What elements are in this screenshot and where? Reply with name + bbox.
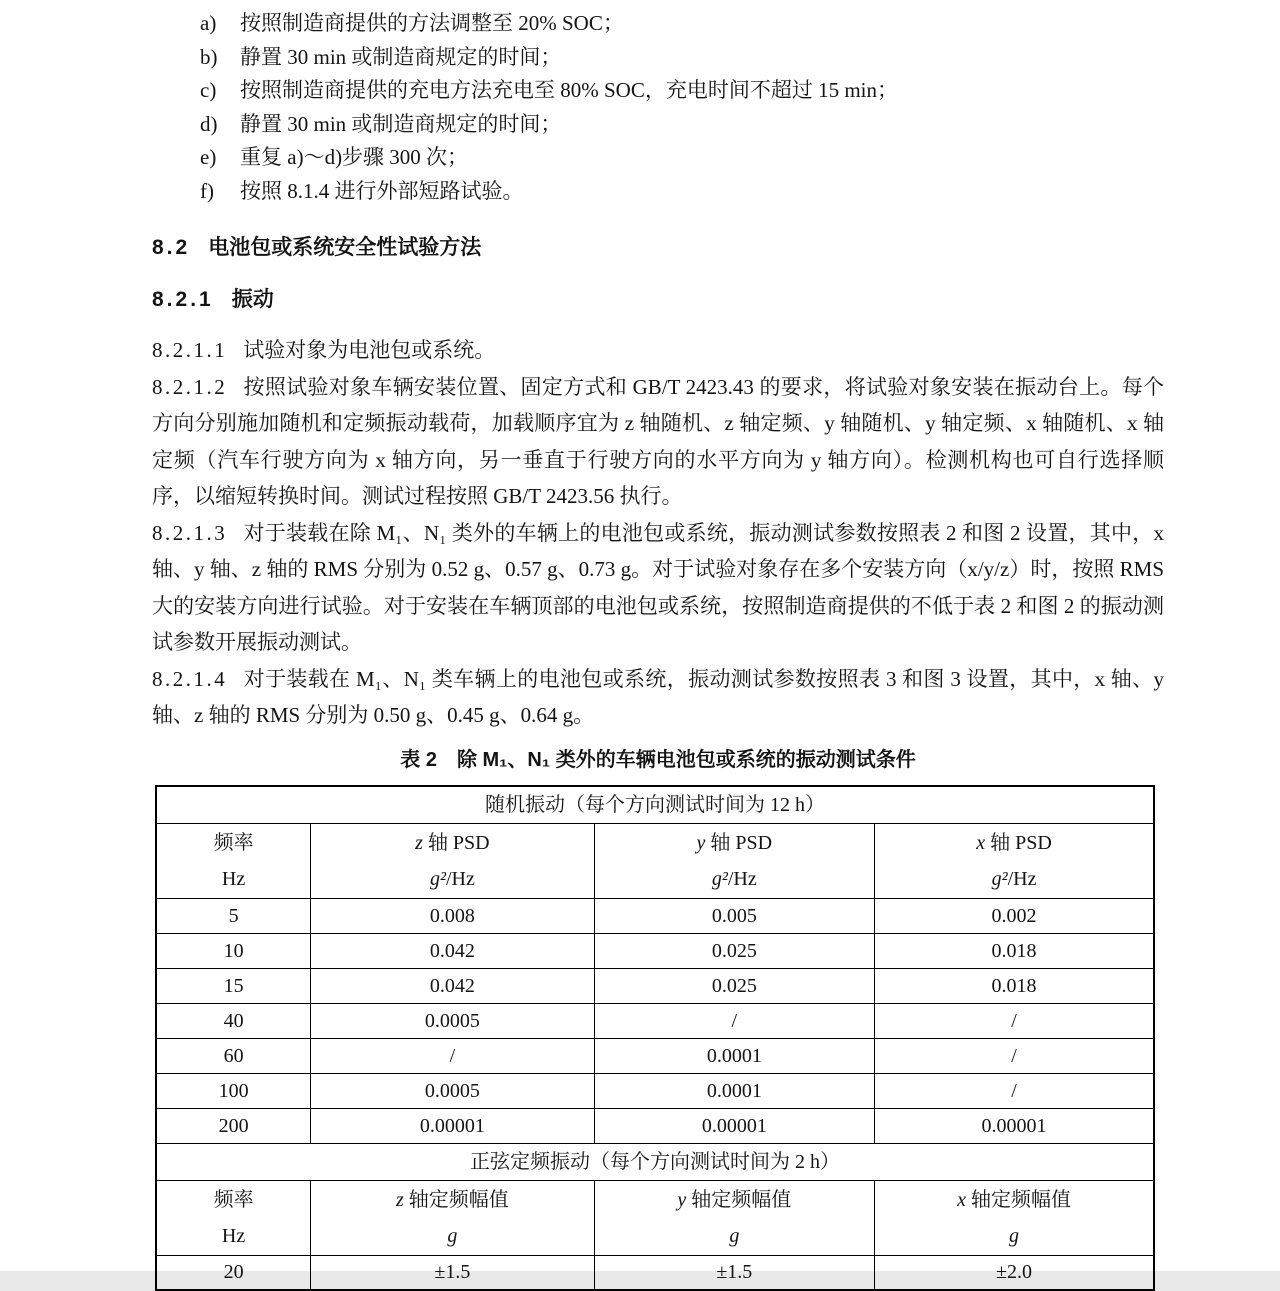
document-content [152, 7, 1164, 1291]
z-psd-cell: 0.042 [311, 968, 594, 1003]
frequency-unit: Hz [221, 867, 246, 890]
list-marker: c) [200, 78, 217, 102]
section-number: 8.2 [152, 236, 191, 259]
freq-cell: 60 [156, 1038, 311, 1073]
list-text: 按照制造商提供的充电方法充电至 80% SOC，充电时间不超过 15 min； [240, 78, 899, 102]
table-row [156, 1073, 1154, 1108]
clause-text: 对于装载在 M₁、N₁ 类车辆上的电池包或系统，振动测试参数按照表 3 和图 3 设置，其中，x 轴、y 轴、z 轴的 RMS 分别为 0.50 g、0.45 g、0.64 g。 [152, 666, 1164, 727]
x-psd-cell: 0.018 [875, 968, 1154, 1003]
freq-cell: 40 [156, 1003, 311, 1038]
list-item-d [152, 108, 1164, 142]
list-item-a [152, 7, 1164, 41]
table-2-caption: 表 2 除 M₁、N₁ 类外的车辆电池包或系统的振动测试条件 [400, 748, 916, 771]
table-row [156, 933, 1154, 968]
clause-number: 8.2.1.2 [152, 374, 228, 399]
freq-cell: 100 [156, 1073, 311, 1108]
frequency-header [156, 823, 311, 898]
table-row [156, 1038, 1154, 1073]
y-psd-cell: 0.00001 [594, 1108, 874, 1143]
y-amplitude-cell: ±1.5 [594, 1255, 874, 1290]
sine-vibration-band: 正弦定频振动（每个方向测试时间为 2 h） [156, 1143, 1154, 1180]
list-text: 静置 30 min 或制造商规定的时间； [240, 111, 562, 136]
z-psd-cell: 0.008 [311, 898, 594, 933]
z-psd-cell: 0.042 [311, 933, 594, 968]
clause-text: 试验对象为电池包或系统。 [243, 338, 496, 362]
x-amplitude-header: x 轴定频幅值 g [875, 1180, 1154, 1255]
table-row [156, 968, 1154, 1003]
freq-cell: 15 [156, 968, 311, 1003]
list-text: 按照制造商提供的方法调整至 20% SOC； [240, 11, 624, 35]
x-psd-cell: 0.002 [875, 898, 1154, 933]
table-row [156, 1108, 1154, 1143]
list-item-c [152, 74, 1164, 108]
x-psd-cell: / [875, 1038, 1154, 1073]
table-row [156, 1255, 1154, 1290]
list-text: 静置 30 min 或制造商规定的时间； [240, 44, 562, 69]
clause-8-2-1-1 [152, 332, 1164, 369]
frequency-label: 频率 [213, 831, 254, 854]
y-psd-cell: 0.025 [594, 968, 874, 1003]
list-marker: d) [200, 111, 218, 136]
clause-text: 对于装载在除 M₁、N₁ 类外的车辆上的电池包或系统，振动测试参数按照表 2 和图 2 设置，其中，x 轴、y 轴、z 轴的 RMS 分别为 0.52 g、0.57 g、0.73 g。对于试验对象存在多个安装方向（x/y/z）时，按照 RMS 大的安装方向进行试验。对于安装在车辆顶部的电池包或系统，按照制造商提供的不低于表 2 和图 2 的振动测试参数开展振动测试。 [152, 520, 1164, 654]
table-row [156, 1143, 1154, 1180]
z-psd-cell: / [311, 1038, 594, 1073]
x-amplitude-cell: ±2.0 [875, 1255, 1154, 1290]
x-psd-cell: 0.00001 [875, 1108, 1154, 1143]
table-row [156, 1003, 1154, 1038]
y-amplitude-header: y 轴定频幅值 g [594, 1180, 874, 1255]
clause-8-2-1-3 [152, 515, 1164, 661]
list-marker: f) [200, 178, 214, 203]
section-heading-8-2 [152, 234, 1164, 262]
clause-number: 8.2.1.4 [152, 666, 228, 691]
frequency-header [156, 1180, 311, 1255]
frequency-label: 频率 [213, 1188, 254, 1211]
clause-number: 8.2.1.1 [152, 338, 228, 362]
x-psd-cell: / [875, 1073, 1154, 1108]
list-marker: e) [200, 145, 217, 169]
list-text: 重复 a)～d)步骤 300 次； [240, 145, 469, 169]
z-psd-cell: 0.0005 [311, 1073, 594, 1108]
freq-cell: 200 [156, 1108, 311, 1143]
y-psd-cell: 0.005 [594, 898, 874, 933]
freq-cell: 5 [156, 898, 311, 933]
list-item-f [152, 175, 1164, 209]
y-psd-cell: 0.025 [594, 933, 874, 968]
list-marker: a) [200, 11, 217, 35]
clause-text: 按照试验对象车辆安装位置、固定方式和 GB/T 2423.43 的要求，将试验对象安装在振动台上。每个方向分别施加随机和定频振动载荷，加载顺序宜为 z 轴随机、z 轴定频、y 轴随机、y 轴定频、x 轴随机、x 轴定频（汽车行驶方向为 x 轴方向，另一垂直于行驶方向的水平方向为 y 轴方向）。检测机构也可自行选择顺序，以缩短转换时间。测试过程按照 GB/T 2423.56 执行。 [152, 374, 1164, 508]
x-psd-header: x 轴 PSD g²/Hz [875, 823, 1154, 898]
z-psd-header: z 轴 PSD g²/Hz [311, 823, 594, 898]
clauses-block [152, 332, 1164, 734]
table-row [156, 898, 1154, 933]
x-psd-cell: 0.018 [875, 933, 1154, 968]
clause-8-2-1-2 [152, 369, 1164, 515]
table-2 [155, 785, 1155, 1291]
section-title: 振动 [231, 288, 274, 311]
frequency-unit: Hz [221, 1224, 246, 1247]
section-heading-8-2-1 [152, 286, 1164, 314]
y-psd-cell: / [594, 1003, 874, 1038]
z-amplitude-cell: ±1.5 [311, 1255, 594, 1290]
section-number: 8.2.1 [152, 288, 214, 311]
y-psd-header: y 轴 PSD g²/Hz [594, 823, 874, 898]
list-marker: b) [200, 44, 218, 69]
freq-cell: 20 [156, 1255, 311, 1290]
freq-cell: 10 [156, 933, 311, 968]
list-item-b [152, 41, 1164, 75]
x-psd-cell: / [875, 1003, 1154, 1038]
z-psd-cell: 0.0005 [311, 1003, 594, 1038]
table-row [156, 786, 1154, 824]
list-item-e [152, 141, 1164, 175]
section-title: 电池包或系统安全性试验方法 [208, 236, 482, 259]
y-psd-cell: 0.0001 [594, 1073, 874, 1108]
clause-8-2-1-4 [152, 661, 1164, 734]
clause-number: 8.2.1.3 [152, 520, 228, 545]
list-text: 按照 8.1.4 进行外部短路试验。 [240, 178, 524, 203]
table-header-row [156, 1180, 1154, 1255]
table-header-row [156, 823, 1154, 898]
z-amplitude-header: z 轴定频幅值 g [311, 1180, 594, 1255]
procedure-list [152, 7, 1164, 208]
z-psd-cell: 0.00001 [311, 1108, 594, 1143]
random-vibration-band: 随机振动（每个方向测试时间为 12 h） [156, 786, 1154, 824]
y-psd-cell: 0.0001 [594, 1038, 874, 1073]
